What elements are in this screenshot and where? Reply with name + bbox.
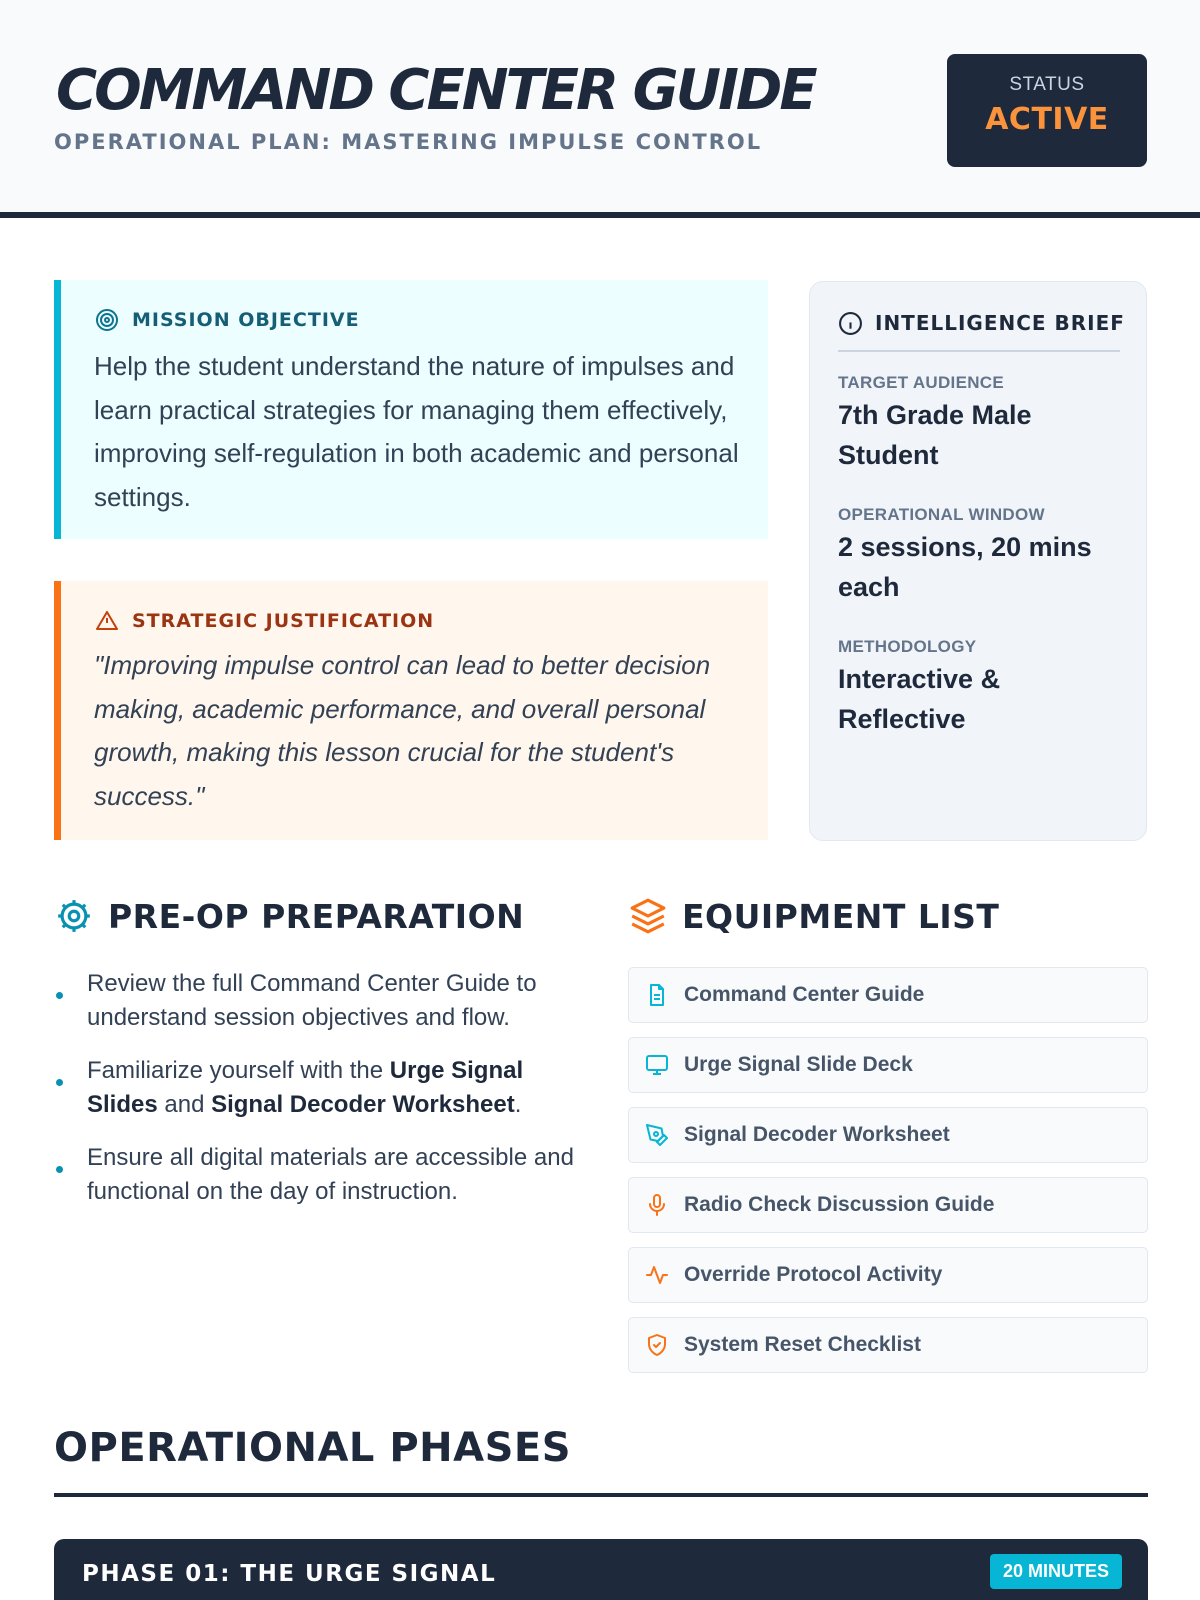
- equipment-item-system-reset-checklist: [628, 1317, 1148, 1373]
- equipment-item-label: Override Protocol Activity: [684, 1263, 943, 1286]
- target-audience-value: 7th Grade Male Student: [838, 400, 1032, 470]
- page-subtitle: OPERATIONAL PLAN: MASTERING IMPULSE CONTROL: [54, 130, 763, 154]
- target-icon: [94, 307, 120, 333]
- list-item: Familiarize yourself with the Urge Signal Slides and Signal Decoder Worksheet.: [54, 1054, 574, 1122]
- strategic-justification-heading: STRATEGIC JUSTIFICATION: [132, 610, 435, 632]
- equipment-item-signal-decoder-worksheet: [628, 1107, 1148, 1163]
- equipment-item-urge-signal-slide-deck: [628, 1037, 1148, 1093]
- gear-icon: [54, 896, 94, 936]
- list-item: Review the full Command Center Guide to understand session objectives and flow.: [54, 967, 574, 1035]
- equipment-item-command-center-guide: [628, 967, 1148, 1023]
- phase-title: PHASE 01: THE URGE SIGNAL: [82, 1561, 497, 1587]
- operational-window-label: OPERATIONAL WINDOW: [838, 505, 1045, 524]
- equipment-list-heading: EQUIPMENT LIST: [682, 896, 1000, 936]
- strategic-justification-quote: "Improving impulse control can lead to better decision making, academic performance, and overall personal growth, making this lesson crucial for the student's success.": [94, 650, 711, 811]
- operational-window-value: 2 sessions, 20 mins each: [838, 532, 1092, 602]
- shield-check-icon: [644, 1332, 670, 1358]
- activity-pulse-icon: [644, 1262, 670, 1288]
- mission-objective-header: [94, 307, 360, 333]
- mission-objective-card: [54, 280, 768, 539]
- equipment-item-label: Radio Check Discussion Guide: [684, 1193, 995, 1216]
- monitor-icon: [644, 1052, 670, 1078]
- info-icon: [838, 310, 863, 336]
- strategic-justification-header: [94, 608, 434, 634]
- phase-duration-badge: 20 MINUTES: [990, 1554, 1122, 1589]
- microphone-icon: [644, 1192, 670, 1218]
- equipment-item-label: Command Center Guide: [684, 983, 925, 1006]
- mission-objective-heading: MISSION OBJECTIVE: [132, 309, 360, 331]
- page-title: COMMAND CENTER GUIDE: [56, 58, 815, 123]
- equipment-item-label: System Reset Checklist: [684, 1333, 921, 1356]
- methodology-value: Interactive & Reflective: [838, 664, 1001, 734]
- warning-triangle-icon: [94, 608, 120, 634]
- equipment-item-label: Urge Signal Slide Deck: [684, 1053, 913, 1076]
- equipment-list-header: [628, 896, 999, 936]
- status-value: ACTIVE: [985, 102, 1109, 137]
- intelligence-brief-heading: INTELLIGENCE BRIEF: [875, 311, 1125, 335]
- pre-op-preparation-heading: PRE-OP PREPARATION: [108, 896, 525, 936]
- layers-icon: [628, 896, 668, 936]
- document-icon: [644, 982, 670, 1008]
- status-label: STATUS: [1009, 74, 1085, 95]
- page-header: [0, 0, 1200, 218]
- status-badge: [947, 54, 1147, 167]
- phase-header: [54, 1539, 1148, 1600]
- equipment-item-radio-check-discussion-guide: [628, 1177, 1148, 1233]
- equipment-item-override-protocol-activity: [628, 1247, 1148, 1303]
- strategic-justification-card: [54, 581, 768, 840]
- pen-tool-icon: [644, 1122, 670, 1148]
- intelligence-brief-card: [809, 281, 1147, 841]
- mission-objective-text: Help the student understand the nature of impulses and learn practical strategies for managing them effectively, improving self-regulation in both academic and personal settings.: [94, 351, 739, 512]
- methodology-label: METHODOLOGY: [838, 637, 977, 656]
- section-divider: [54, 1493, 1148, 1497]
- pre-op-preparation-list: [54, 967, 574, 1228]
- list-item: Ensure all digital materials are accessible and functional on the day of instruction.: [54, 1141, 574, 1209]
- target-audience-label: TARGET AUDIENCE: [838, 373, 1004, 392]
- operational-phases-heading: OPERATIONAL PHASES: [54, 1425, 572, 1471]
- pre-op-preparation-header: [54, 896, 524, 936]
- intelligence-brief-header: [838, 310, 1125, 352]
- equipment-item-label: Signal Decoder Worksheet: [684, 1123, 950, 1146]
